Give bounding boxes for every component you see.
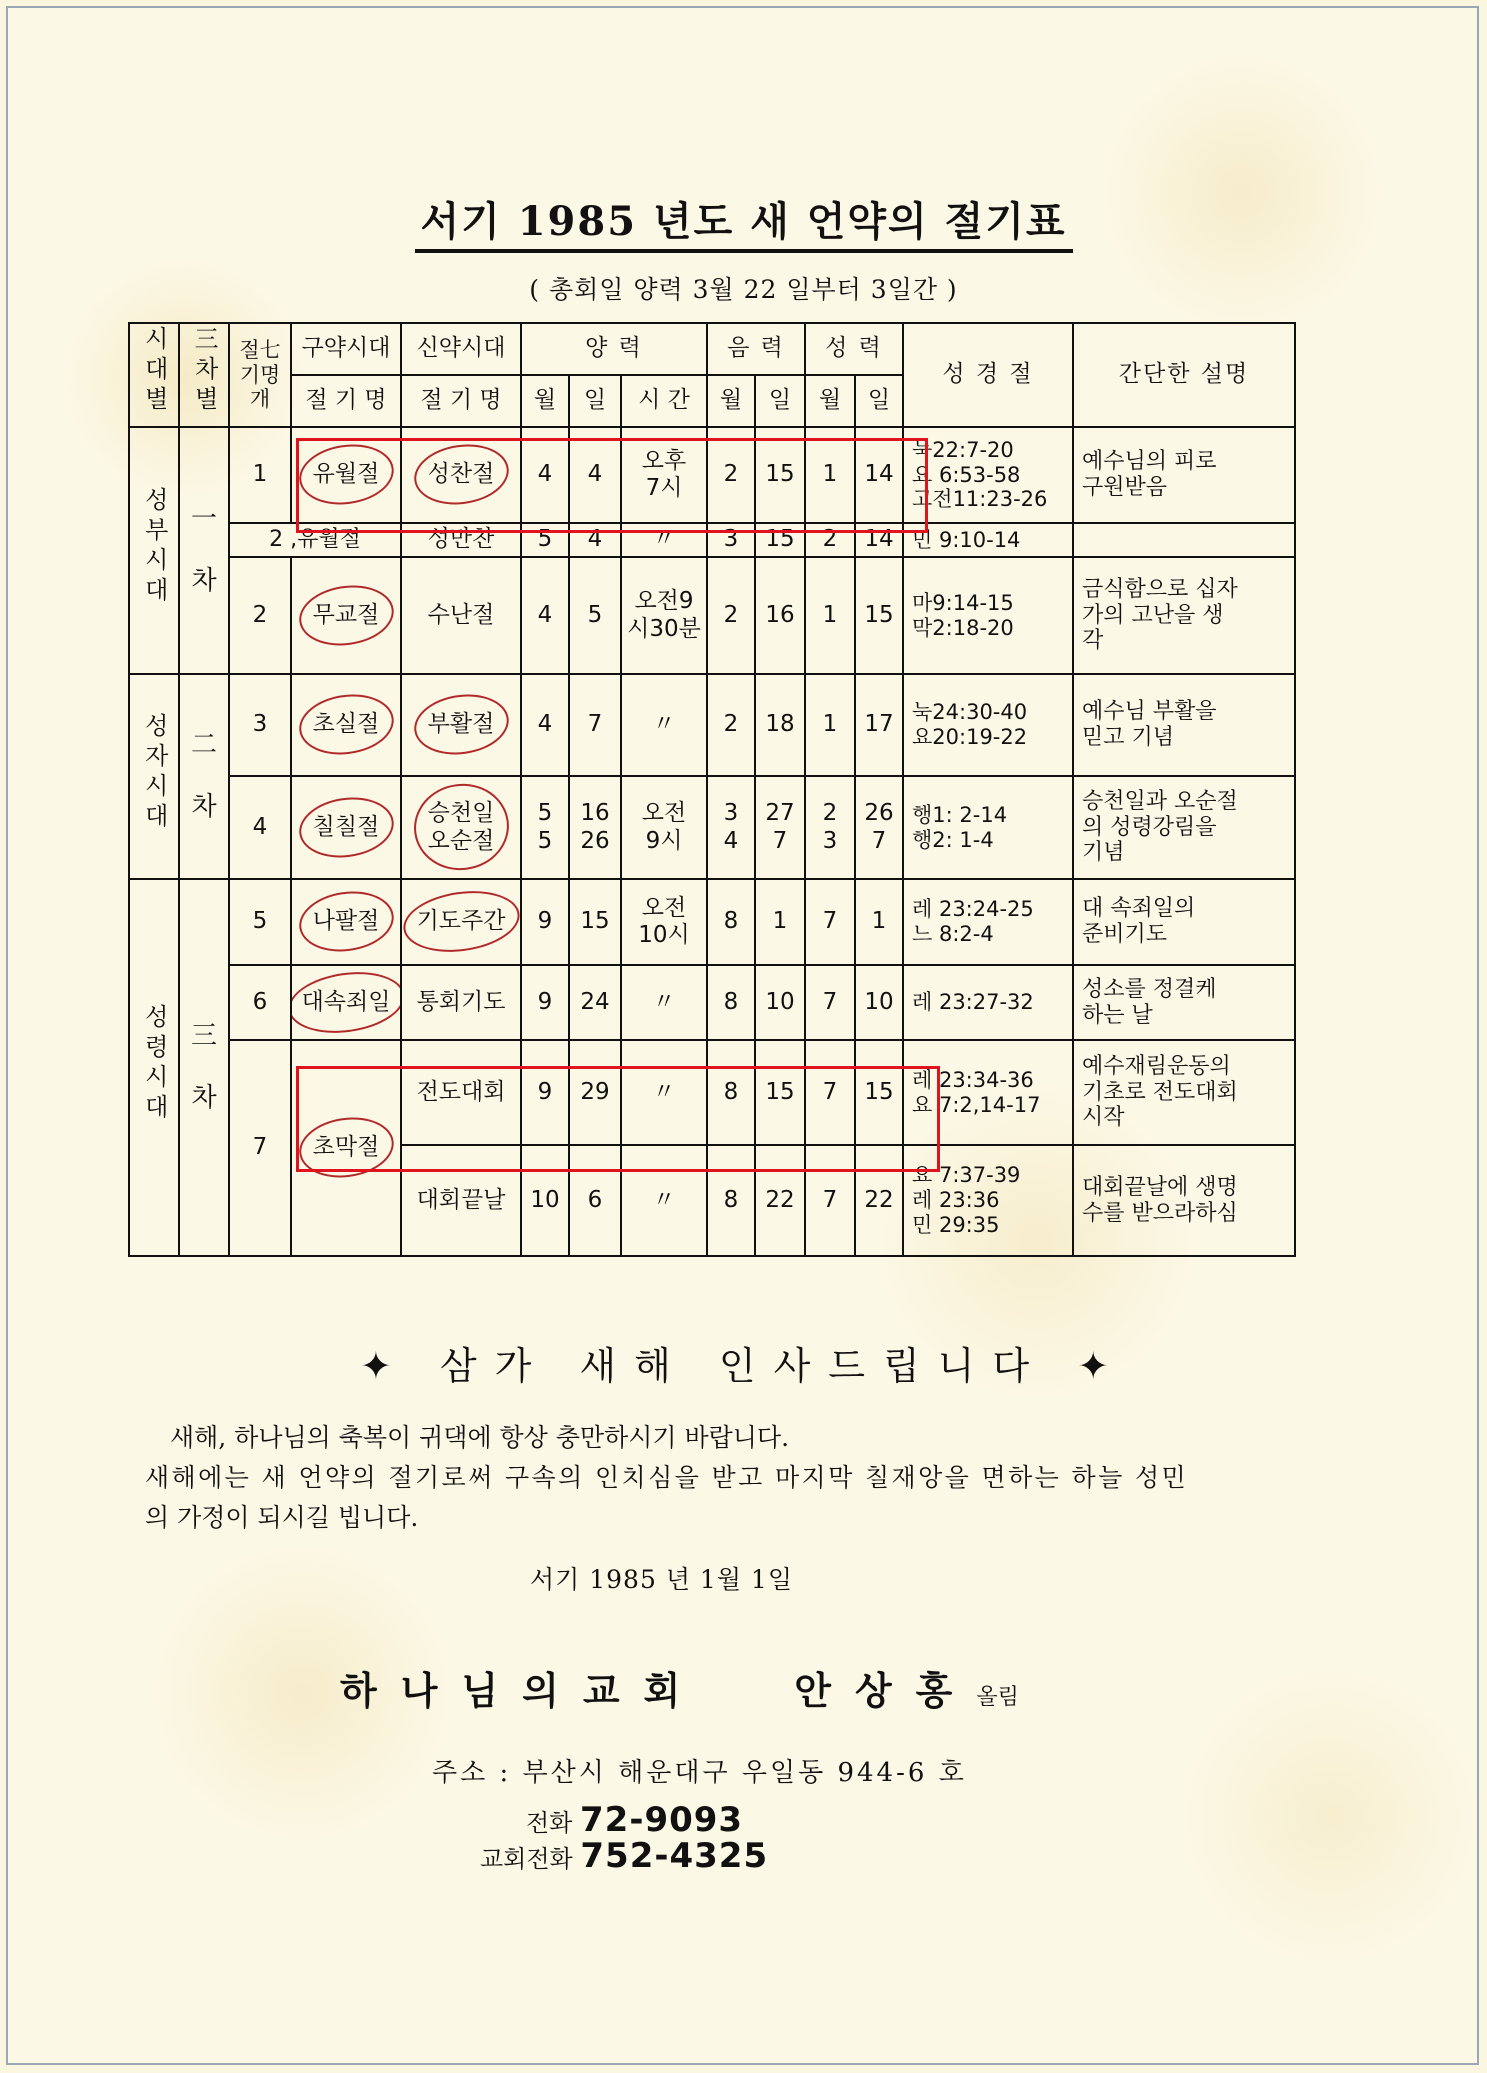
time-cell: 오전9 시30분 [621,557,707,674]
header-era: 시대별 [129,323,179,427]
solar-day: 6 [569,1145,621,1256]
description: 성소를 정결케 하는 날 [1073,965,1295,1040]
scripture-ref: 레 23:24-25 느 8:2-4 [903,879,1073,965]
sacred-day: 17 [855,674,903,776]
highlight-box-passover [296,438,928,533]
description: 대 속죄일의 준비기도 [1073,879,1295,965]
sacred-day: 14 [855,427,903,523]
nt-feast-name: 대회끝날 [401,1145,521,1256]
message-line: 의 가정이 되시길 빕니다. [145,1503,419,1532]
row-number: 6 [229,965,291,1040]
lunar-day: 15 [755,1040,805,1145]
nt-feast-name [401,776,521,879]
row-number: 4 [229,776,291,879]
ot-feast-name [291,965,401,1040]
nt-feast-name: 전도대회 [401,1040,521,1145]
table-row [129,674,1295,776]
sacred-day: 22 [855,1145,903,1256]
era-label: 성령시대 [140,1003,169,1124]
table-row [129,879,1295,965]
header-lunar: 음 력 [707,323,805,375]
lunar-day: 27 7 [755,776,805,879]
lunar-month: 8 [707,965,755,1040]
greeting-message [145,1418,1315,1538]
sacred-month: 7 [805,1145,855,1256]
pen-circled-text: 승천일 오순절 [427,800,495,854]
lunar-day: 22 [755,1145,805,1256]
sacred-month: 2 3 [805,776,855,879]
solar-day: 7 [569,674,621,776]
nt-feast-name [401,879,521,965]
era-cell [129,879,179,1256]
sender-org: 하나님의교회 [340,1668,705,1713]
stage-cell: 一 차 [179,427,229,674]
sacred-day: 1 [855,879,903,965]
sacred-month: 1 [805,674,855,776]
description: 예수님의 피로 구원받음 [1073,427,1295,523]
lunar-month: 8 [707,1145,755,1256]
scripture-ref: 레 23:27-32 [903,965,1073,1040]
header-sacred: 성 력 [805,323,903,375]
solar-day: 5 [569,557,621,674]
header-sacred-month: 월 [805,375,855,427]
sender-name: 안상홍 [794,1668,977,1713]
church-phone-label: 교회전화 [480,1845,573,1873]
highlight-box-tabernacles [296,1066,940,1172]
sacred-day: 14 [855,523,903,557]
phone-line [526,1800,743,1840]
time-cell: 〃 [621,523,707,557]
row-number: 7 [229,1040,291,1256]
time-cell: 오전 9시 [621,776,707,879]
nt-feast-name: 통회기도 [401,965,521,1040]
solar-month: 4 [521,557,569,674]
time-cell: 〃 [621,1145,707,1256]
header-stage: 三차별 [179,323,229,427]
lunar-month: 3 4 [707,776,755,879]
ot-feast-name [291,557,401,674]
header-lunar-month: 월 [707,375,755,427]
table-row [129,557,1295,674]
solar-month: 10 [521,1145,569,1256]
lunar-day: 10 [755,965,805,1040]
pen-circled-text: 초막절 [312,1134,380,1161]
solar-day: 29 [569,1040,621,1145]
description: 금식함으로 십자 가의 고난을 생 각 [1073,557,1295,674]
solar-day: 15 [569,879,621,965]
header-lunar-day: 일 [755,375,805,427]
pen-circled-text: 대속죄일 [301,988,391,1015]
pen-circled-text: 칠칠절 [312,813,380,840]
row-number: 1 [229,427,291,523]
church-phone-line [480,1836,768,1876]
time-cell: 〃 [621,674,707,776]
sacred-day: 15 [855,1040,903,1145]
scripture-ref: 눅24:30-40 요20:19-22 [903,674,1073,776]
solar-day: 4 [569,523,621,557]
sacred-month: 1 [805,427,855,523]
sacred-month: 2 [805,523,855,557]
stage-cell: 二 차 [179,674,229,879]
pen-circled-text: 유월절 [312,461,380,488]
phone-label: 전화 [526,1809,573,1837]
church-phone-number: 752-4325 [580,1836,769,1876]
solar-day: 24 [569,965,621,1040]
scripture-ref: 요 7:37-39 레 23:36 민 29:35 [903,1145,1073,1256]
nt-feast-name [401,674,521,776]
solar-day: 4 [569,427,621,523]
solar-month: 4 [521,427,569,523]
sacred-month: 1 [805,557,855,674]
header-scripture: 성 경 절 [903,323,1073,427]
sacred-month: 7 [805,1040,855,1145]
ot-feast-name [291,879,401,965]
time-cell: 오후 7시 [621,427,707,523]
header-solar: 양 력 [521,323,707,375]
row-number: 2 [229,557,291,674]
solar-month: 4 [521,674,569,776]
header-nt-name: 절 기 명 [401,375,521,427]
pen-circled-text: 무교절 [312,601,380,628]
pen-circled-text: 나팔절 [312,908,380,935]
lunar-day: 18 [755,674,805,776]
document-title: 서기 1985 년도 새 언약의 절기표 [0,190,1487,247]
header-description: 간단한 설명 [1073,323,1295,427]
description: 예수재림운동의 기초로 전도대회 시작 [1073,1040,1295,1145]
nt-feast-name: 성만찬 [401,523,521,557]
era-cell [129,427,179,674]
era-cell [129,674,179,879]
time-cell: 〃 [621,965,707,1040]
description [1073,523,1295,557]
solar-month: 9 [521,965,569,1040]
time-cell: 〃 [621,1040,707,1145]
document-subtitle: ( 총회일 양력 3월 22 일부터 3일간 ) [529,275,958,304]
era-label: 성자시대 [140,712,169,833]
era-label: 성부시대 [140,486,169,607]
scripture-ref: 민 9:10-14 [903,523,1073,557]
solar-month: 5 [521,523,569,557]
header-time: 시 간 [621,375,707,427]
ot-feast-name [291,776,401,879]
lunar-month: 2 [707,427,755,523]
solar-day: 16 26 [569,776,621,879]
lunar-day: 16 [755,557,805,674]
phone-number: 72-9093 [580,1800,744,1840]
table-row [129,776,1295,879]
message-line: 새해, 하나님의 축복이 귀댁에 항상 충만하시기 바랍니다. [170,1423,790,1452]
lunar-day: 15 [755,427,805,523]
greeting-heading: ✦ 삼가 새해 인사드립니다 ✦ [359,1344,1128,1388]
scripture-ref: 행1: 2-14 행2: 1-4 [903,776,1073,879]
lunar-month: 3 [707,523,755,557]
signature-block [340,1660,1019,1715]
sacred-month: 7 [805,965,855,1040]
lunar-day: 15 [755,523,805,557]
issue-date: 서기 1985 년 1월 1일 [530,1565,793,1594]
header-sacred-day: 일 [855,375,903,427]
lunar-month: 2 [707,674,755,776]
description: 승천일과 오순절 의 성령강림을 기념 [1073,776,1295,879]
pen-circled-text: 기도주간 [416,908,506,935]
solar-month: 5 5 [521,776,569,879]
sacred-day: 15 [855,557,903,674]
lunar-day: 1 [755,879,805,965]
description: 예수님 부활을 믿고 기념 [1073,674,1295,776]
lunar-month: 8 [707,879,755,965]
address: 주소 : 부산시 해운대구 우일동 944-6 호 [432,1758,967,1788]
sacred-month: 7 [805,879,855,965]
pen-circled-text: 부활절 [427,711,495,738]
scripture-ref: 마9:14-15 막2:18-20 [903,557,1073,674]
lunar-month: 2 [707,557,755,674]
ot-feast-name [291,674,401,776]
row-number: 3 [229,674,291,776]
header-count: 절七기명개 [229,323,291,427]
header-nt-group: 신약시대 [401,323,521,375]
solar-month: 9 [521,1040,569,1145]
header-solar-month: 월 [521,375,569,427]
lunar-month: 8 [707,1040,755,1145]
pen-circled-text: 초실절 [312,711,380,738]
sacred-day: 26 7 [855,776,903,879]
table-row [129,965,1295,1040]
message-line: 새해에는 새 언약의 절기로써 구속의 인치심을 받고 마지막 칠재앙을 면하는 하늘 성민 [145,1463,1189,1492]
nt-feast-name: 수난절 [401,557,521,674]
row-number: 5 [229,879,291,965]
time-cell: 오전 10시 [621,879,707,965]
scripture-ref: 눅22:7-20 요 6:53-58 고전11:23-26 [903,427,1073,523]
header-ot-name: 절 기 명 [291,375,401,427]
stage-cell: 三 차 [179,879,229,1256]
solar-month: 9 [521,879,569,965]
header-solar-day: 일 [569,375,621,427]
pen-circled-text: 성찬절 [427,461,495,488]
row-number: 2 ,유월절 [229,523,401,557]
sacred-day: 10 [855,965,903,1040]
sender-suffix: 올림 [976,1685,1019,1710]
scripture-ref: 레 23:34-36 요 7:2,14-17 [903,1040,1073,1145]
header-ot-group: 구약시대 [291,323,401,375]
description: 대회끝날에 생명 수를 받으라하심 [1073,1145,1295,1256]
